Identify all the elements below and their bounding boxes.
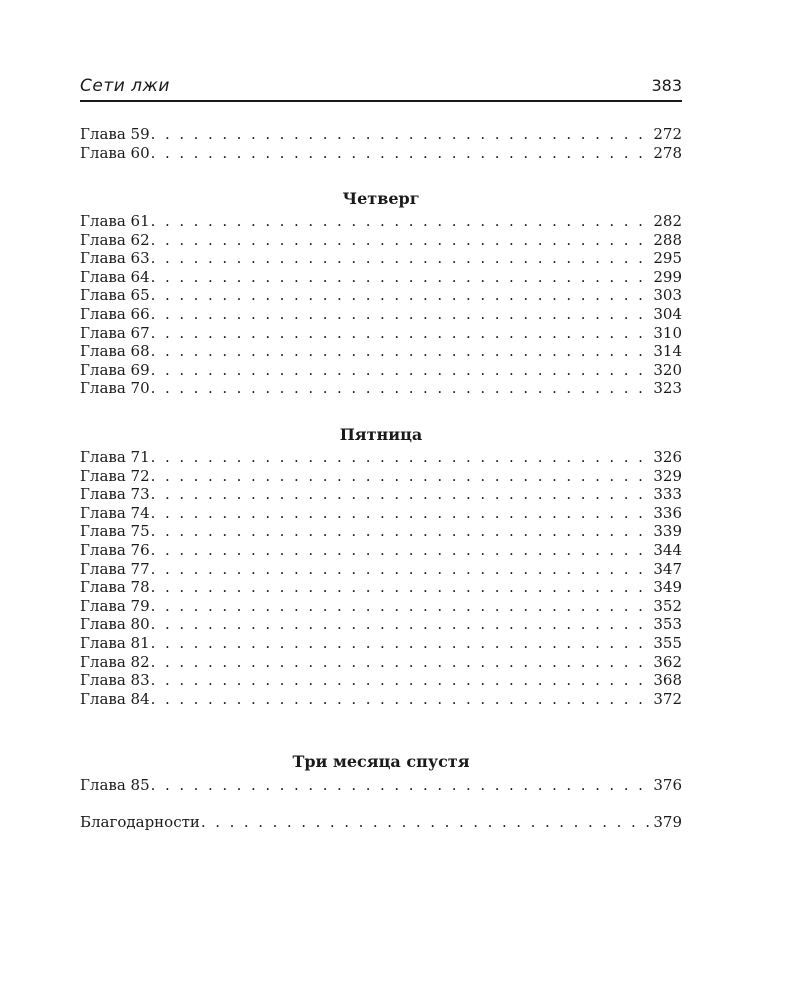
toc-acknowledgements <box>80 813 682 832</box>
dot-leader <box>151 379 652 398</box>
toc-block-continued <box>80 125 682 162</box>
dot-leader <box>151 671 652 690</box>
dot-leader <box>151 342 652 361</box>
running-head <box>80 76 682 102</box>
toc-entry-label: Глава 73 <box>80 485 150 504</box>
toc-entry-page: 314 <box>653 342 682 361</box>
dot-leader <box>151 522 652 541</box>
toc-entry[interactable] <box>80 813 682 832</box>
toc-entry-label: Глава 79 <box>80 596 150 615</box>
running-title: Сети лжи <box>80 76 170 96</box>
toc-entry-page: 333 <box>653 485 682 504</box>
dot-leader <box>151 485 652 504</box>
dot-leader <box>151 653 652 672</box>
toc-entry-label: Глава 66 <box>80 304 150 323</box>
toc-entry[interactable] <box>80 125 682 144</box>
toc-entry[interactable] <box>80 231 682 250</box>
toc-entry[interactable] <box>80 467 682 486</box>
dot-leader <box>151 776 652 795</box>
dot-leader <box>151 324 652 343</box>
toc-entry-page: 376 <box>653 776 682 794</box>
toc-entry-label: Глава 77 <box>80 559 150 578</box>
section-title: Три месяца спустя <box>292 752 470 771</box>
toc-entry[interactable] <box>80 671 682 690</box>
toc-entry[interactable] <box>80 448 682 467</box>
toc-entry-label: Глава 80 <box>80 615 150 634</box>
toc-entry-label: Глава 61 <box>80 212 150 230</box>
toc-entry-page: 303 <box>653 286 682 305</box>
dot-leader <box>151 361 652 380</box>
toc-entry-label: Глава 70 <box>80 379 150 398</box>
toc-section-thursday <box>80 189 682 398</box>
toc-entry[interactable] <box>80 144 682 163</box>
dot-leader <box>151 125 652 144</box>
toc-entry[interactable] <box>80 653 682 672</box>
dot-leader <box>151 690 652 709</box>
toc-entry-label: Глава 64 <box>80 267 150 286</box>
toc-entry[interactable] <box>80 615 682 634</box>
toc-entry-label: Глава 75 <box>80 522 150 541</box>
toc-entry-page: 329 <box>653 466 682 485</box>
dot-leader <box>151 448 652 467</box>
dot-leader <box>151 578 652 597</box>
toc-entry-page: 352 <box>653 596 682 615</box>
toc-entry[interactable] <box>80 485 682 504</box>
toc-entry[interactable] <box>80 361 682 380</box>
toc-entry[interactable] <box>80 305 682 324</box>
toc-entry[interactable] <box>80 324 682 343</box>
toc-entry-page: 299 <box>653 267 682 286</box>
toc-entry[interactable] <box>80 249 682 268</box>
dot-leader <box>151 305 652 324</box>
toc-entry[interactable] <box>80 286 682 305</box>
dot-leader <box>151 286 652 305</box>
toc-entry[interactable] <box>80 522 682 541</box>
toc-entry-page: 379 <box>653 813 682 831</box>
dot-leader <box>151 231 652 250</box>
toc-entry[interactable] <box>80 597 682 616</box>
dot-leader <box>151 560 652 579</box>
toc-entry[interactable] <box>80 634 682 653</box>
toc-entry-page: 323 <box>653 379 682 398</box>
toc-entry-page: 288 <box>653 230 682 249</box>
toc-section-three-months-later <box>80 752 682 795</box>
toc-entry-label: Глава 62 <box>80 230 150 249</box>
dot-leader <box>151 212 652 231</box>
toc-entry-label: Глава 65 <box>80 286 150 305</box>
dot-leader <box>151 634 652 653</box>
toc-entry-label: Глава 82 <box>80 652 150 671</box>
toc-entry-page: 353 <box>653 615 682 634</box>
toc-entry[interactable] <box>80 379 682 398</box>
dot-leader <box>151 597 652 616</box>
toc-entry[interactable] <box>80 268 682 287</box>
toc-entry[interactable] <box>80 560 682 579</box>
toc-entry-page: 339 <box>653 522 682 541</box>
toc-entry-label: Глава 85 <box>80 776 150 794</box>
dot-leader <box>151 615 652 634</box>
toc-entry-page: 349 <box>653 578 682 597</box>
toc-entry-label: Глава 67 <box>80 323 150 342</box>
dot-leader <box>151 467 652 486</box>
section-title: Четверг <box>342 189 420 208</box>
toc-entry[interactable] <box>80 578 682 597</box>
page-number: 383 <box>651 76 682 95</box>
dot-leader <box>151 504 652 523</box>
toc-entry[interactable] <box>80 541 682 560</box>
dot-leader <box>151 268 652 287</box>
toc-entry-label: Глава 78 <box>80 578 150 597</box>
toc-entry-page: 368 <box>653 671 682 690</box>
toc-entry[interactable] <box>80 342 682 361</box>
toc-entry-page: 310 <box>653 323 682 342</box>
toc-entry-label: Глава 83 <box>80 671 150 690</box>
toc-entry-label: Глава 60 <box>80 143 150 162</box>
dot-leader <box>151 541 652 560</box>
toc-entry-page: 282 <box>653 212 682 230</box>
toc-entry-label: Глава 63 <box>80 249 150 268</box>
toc-entry-page: 326 <box>653 448 682 466</box>
toc-entry-page: 362 <box>653 652 682 671</box>
toc-entry-page: 295 <box>653 249 682 268</box>
toc-entry-page: 320 <box>653 360 682 379</box>
toc-section-friday <box>80 425 682 708</box>
toc-entry[interactable] <box>80 776 682 795</box>
section-title: Пятница <box>339 425 423 444</box>
dot-leader <box>151 144 652 163</box>
toc-entry-page: 347 <box>653 559 682 578</box>
toc-entry[interactable] <box>80 690 682 709</box>
toc-entry-page: 372 <box>653 689 682 708</box>
toc-entry-label: Глава 76 <box>80 540 150 559</box>
toc-entry-label: Глава 74 <box>80 503 150 522</box>
toc-entry-page: 304 <box>653 304 682 323</box>
toc-entry-page: 355 <box>653 633 682 652</box>
toc-entry-page: 278 <box>653 143 682 162</box>
toc-entry-label: Благодарности <box>80 813 200 831</box>
toc-entry-label: Глава 72 <box>80 466 150 485</box>
toc-entry-label: Глава 84 <box>80 689 150 708</box>
toc-entry-page: 344 <box>653 540 682 559</box>
toc-entry-label: Глава 68 <box>80 342 150 361</box>
toc-entry-label: Глава 59 <box>80 125 150 143</box>
toc-entry-page: 272 <box>653 125 682 143</box>
dot-leader <box>201 813 651 832</box>
toc-entry-label: Глава 69 <box>80 360 150 379</box>
toc-entry-label: Глава 71 <box>80 448 150 466</box>
dot-leader <box>151 249 652 268</box>
toc-entry[interactable] <box>80 504 682 523</box>
toc-entry-page: 336 <box>653 503 682 522</box>
toc-entry-label: Глава 81 <box>80 633 150 652</box>
toc-entry[interactable] <box>80 212 682 231</box>
